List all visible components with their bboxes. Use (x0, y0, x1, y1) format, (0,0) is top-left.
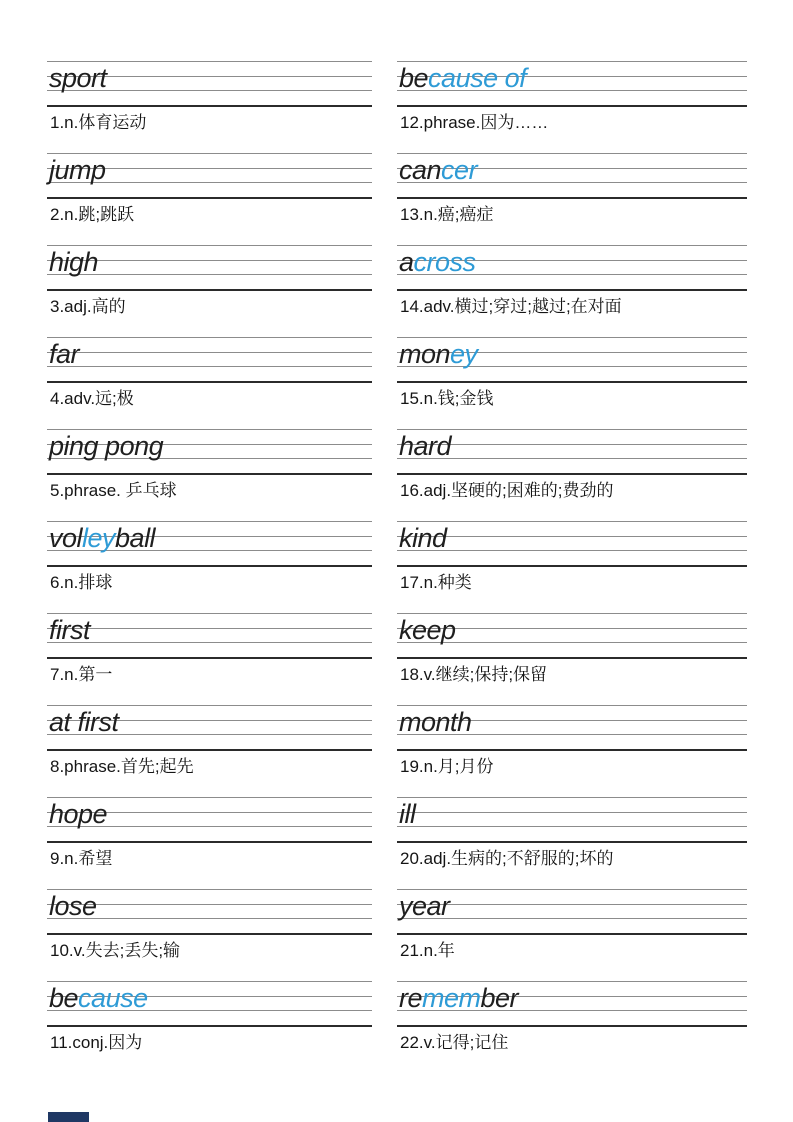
word-segment: ping pong (49, 431, 164, 461)
guide-line-bottom (47, 381, 372, 383)
word-segment: be (399, 63, 429, 93)
guide-line-top (397, 797, 747, 798)
entry-definition: 3.adj.高的 (50, 297, 126, 316)
vocab-entry (47, 797, 372, 889)
guide-line-bottom (47, 565, 372, 567)
vocab-entry (397, 521, 747, 613)
vocab-entry (397, 153, 747, 245)
word-segment: first (49, 615, 90, 645)
vocab-entry (47, 981, 372, 1073)
vocab-entry (397, 337, 747, 429)
vocab-entry (397, 981, 747, 1073)
vocab-entry (397, 613, 747, 705)
word-segment: year (399, 891, 450, 921)
entry-definition: 15.n.钱;金钱 (400, 389, 494, 408)
entry-word (399, 429, 451, 463)
entry-definition: 11.conj.因为 (50, 1033, 143, 1052)
word-segment: month (399, 707, 472, 737)
word-segment: jump (49, 155, 106, 185)
guide-line-bottom (397, 749, 747, 751)
entry-word (399, 245, 476, 279)
word-segment: sport (49, 63, 107, 93)
word-segment: ill (399, 799, 416, 829)
entry-word (399, 889, 450, 923)
entry-definition: 1.n.体育运动 (50, 113, 147, 132)
guide-line-upper-mid (47, 352, 372, 353)
word-segment: ber (480, 983, 519, 1013)
word-segment: kind (399, 523, 447, 553)
entry-definition: 10.v.失去;丢失;输 (50, 941, 181, 960)
entry-definition: 2.n.跳;跳跃 (50, 205, 135, 224)
word-segment: hope (49, 799, 108, 829)
entry-definition: 9.n.希望 (50, 849, 113, 868)
entry-definition: 4.adv.远;极 (50, 389, 134, 408)
entry-word (49, 521, 155, 555)
guide-line-bottom (47, 197, 372, 199)
word-segment: re (399, 983, 423, 1013)
guide-line-bottom (397, 289, 747, 291)
guide-line-bottom (47, 105, 372, 107)
word-segment: mon (399, 339, 451, 369)
entry-definition: 14.adv.横过;穿过;越过;在对面 (400, 297, 622, 316)
guide-line-bottom (397, 565, 747, 567)
guide-line-baseline (47, 642, 372, 643)
word-segment-highlight: ey (450, 339, 478, 369)
entry-word (49, 797, 107, 831)
word-segment-highlight: cer (441, 155, 478, 185)
guide-line-bottom (397, 197, 747, 199)
entry-word (399, 981, 518, 1015)
vocab-entry (397, 889, 747, 981)
entry-word (399, 797, 416, 831)
vocab-entry (47, 153, 372, 245)
entry-definition: 20.adj.生病的;不舒服的;坏的 (400, 849, 614, 868)
entry-definition: 7.n.第一 (50, 665, 113, 684)
word-segment: keep (399, 615, 456, 645)
word-segment-highlight: mem (422, 983, 481, 1013)
vocab-entry (47, 889, 372, 981)
word-segment: lose (49, 891, 97, 921)
entry-word (49, 889, 97, 923)
entry-word (399, 61, 526, 95)
entry-definition: 5.phrase. 乒乓球 (50, 481, 177, 500)
footer-bar (48, 1112, 89, 1122)
entry-definition: 17.n.种类 (400, 573, 472, 592)
entry-word (49, 61, 107, 95)
guide-line-bottom (47, 841, 372, 843)
word-segment: at first (49, 707, 119, 737)
entry-word (49, 245, 98, 279)
guide-line-top (47, 337, 372, 338)
vocab-entry (47, 705, 372, 797)
word-segment: vol (49, 523, 83, 553)
entry-definition: 8.phrase.首先;起先 (50, 757, 194, 776)
guide-line-bottom (47, 1025, 372, 1027)
vocab-entry (397, 245, 747, 337)
vocab-entry (47, 429, 372, 521)
guide-line-baseline (397, 826, 747, 827)
entry-definition: 16.adj.坚硬的;困难的;费劲的 (400, 481, 614, 500)
word-segment: far (49, 339, 80, 369)
guide-line-baseline (47, 366, 372, 367)
guide-line-bottom (47, 749, 372, 751)
word-segment: can (399, 155, 442, 185)
entry-definition: 22.v.记得;记住 (400, 1033, 509, 1052)
guide-line-upper-mid (47, 628, 372, 629)
guide-line-bottom (397, 473, 747, 475)
entry-definition: 18.v.继续;保持;保留 (400, 665, 548, 684)
entry-word (49, 337, 79, 371)
guide-line-top (47, 613, 372, 614)
entry-definition: 21.n.年 (400, 941, 455, 960)
entry-word (399, 705, 472, 739)
guide-line-upper-mid (397, 536, 747, 537)
word-segment: ball (115, 523, 156, 553)
entry-word (49, 429, 163, 463)
vocab-entry (47, 613, 372, 705)
entry-word (399, 521, 447, 555)
word-segment: a (399, 247, 414, 277)
guide-line-upper-mid (397, 812, 747, 813)
word-segment-highlight: cross (413, 247, 476, 277)
word-segment-highlight: cause (78, 983, 148, 1013)
entry-definition: 12.phrase.因为…… (400, 113, 549, 132)
vocab-entry (47, 521, 372, 613)
vocab-entry (47, 245, 372, 337)
entry-word (49, 705, 119, 739)
guide-line-bottom (47, 657, 372, 659)
vocab-entry (397, 705, 747, 797)
word-segment: high (49, 247, 99, 277)
word-segment: be (49, 983, 79, 1013)
vocab-entry (47, 337, 372, 429)
entry-definition: 13.n.癌;癌症 (400, 205, 494, 224)
vocab-entry (397, 61, 747, 153)
guide-line-baseline (397, 550, 747, 551)
guide-line-bottom (47, 933, 372, 935)
guide-line-bottom (47, 289, 372, 291)
entry-word (49, 981, 148, 1015)
guide-line-bottom (397, 105, 747, 107)
guide-line-bottom (397, 933, 747, 935)
vocab-entry (397, 797, 747, 889)
vocab-entry (47, 61, 372, 153)
guide-line-bottom (397, 657, 747, 659)
guide-line-bottom (47, 473, 372, 475)
entry-word (49, 613, 90, 647)
vocab-entry (397, 429, 747, 521)
entry-definition: 6.n.排球 (50, 573, 113, 592)
entry-word (399, 613, 456, 647)
word-segment-highlight: cause of (428, 63, 527, 93)
word-segment-highlight: ley (82, 523, 116, 553)
entry-definition: 19.n.月;月份 (400, 757, 494, 776)
guide-line-bottom (397, 841, 747, 843)
word-segment: hard (399, 431, 452, 461)
entry-word (399, 337, 478, 371)
guide-line-bottom (397, 381, 747, 383)
guide-line-top (397, 521, 747, 522)
guide-line-bottom (397, 1025, 747, 1027)
entry-word (49, 153, 106, 187)
entry-word (399, 153, 477, 187)
